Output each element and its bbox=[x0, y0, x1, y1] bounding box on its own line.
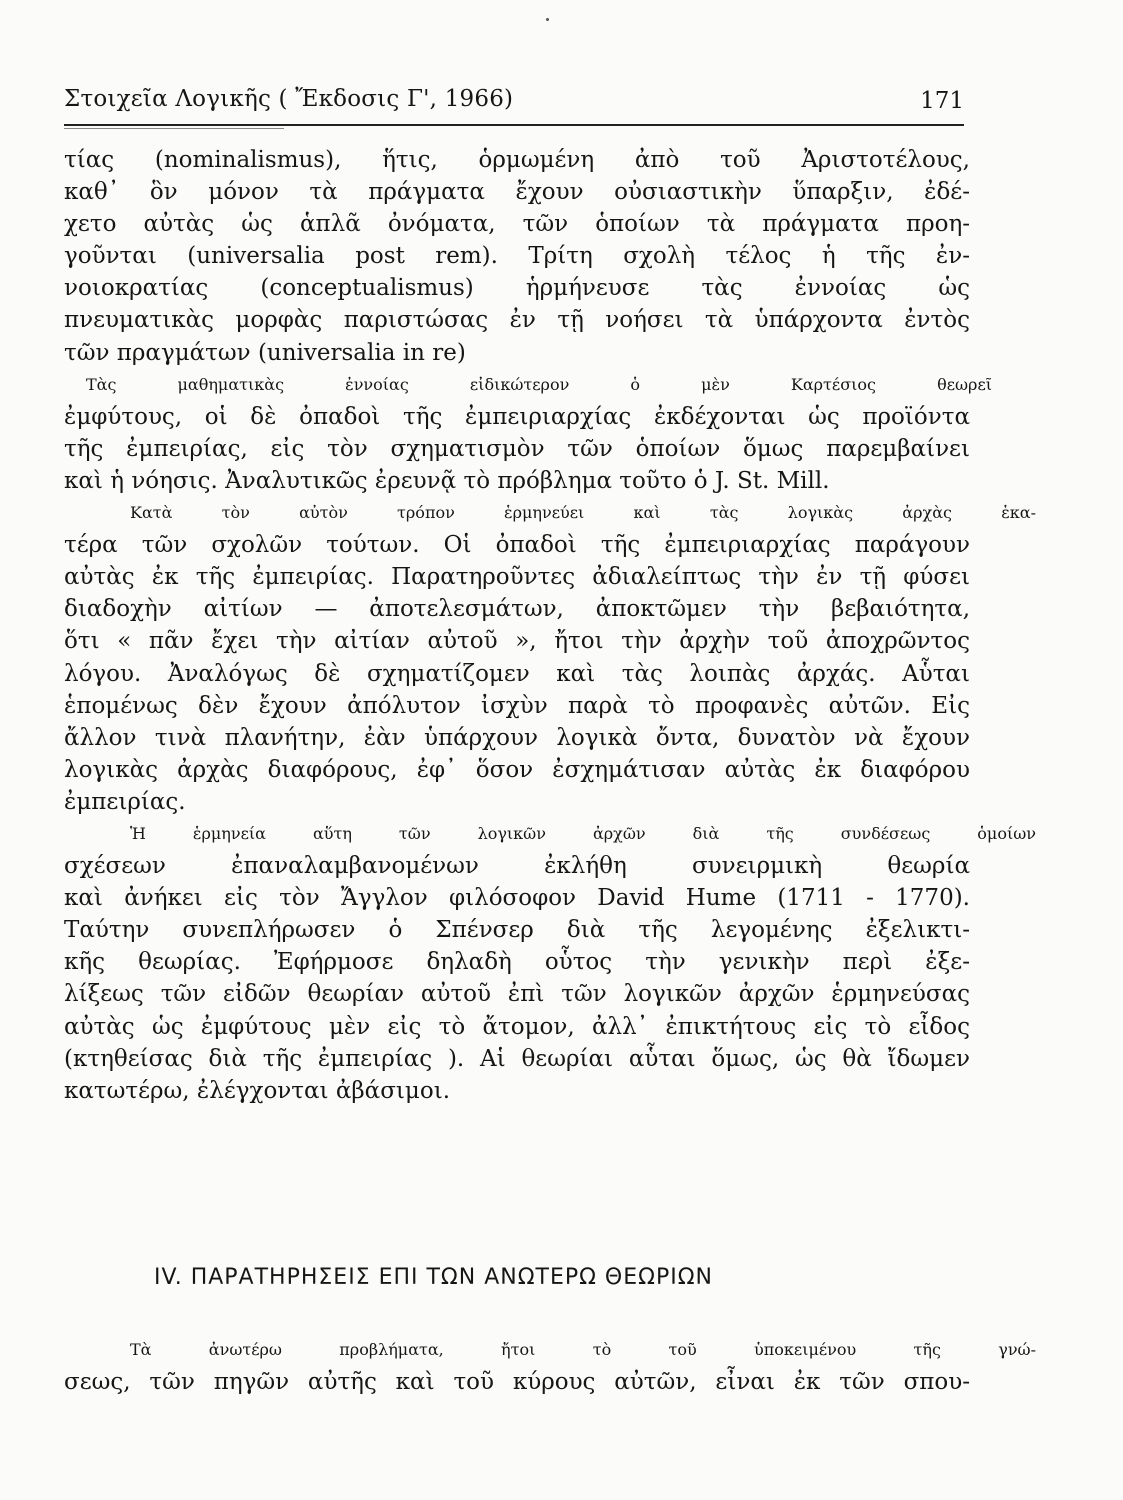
running-header-title: Στοιχεῖα Λογικῆς ( Ἔκδοσις Γ', 1966) bbox=[64, 86, 514, 112]
text-line: τῆς ἐμπειρίας, εἰς τὸν σχηματισμὸν τῶν ὁποίων ὅμως παρεμβαίνει bbox=[64, 435, 970, 462]
header-rule-faint bbox=[64, 128, 284, 129]
text-line: Ταύτην συνεπλήρωσεν ὁ Σπένσερ διὰ τῆς λεγομένης ἐξελικτι- bbox=[64, 917, 970, 944]
text-line: Τὰς μαθηματικὰς ἐννοίας εἰδικώτερον ὁ μὲν Καρτέσιος θεωρεῖ bbox=[86, 374, 992, 394]
text-line: Κατὰ τὸν αὐτὸν τρόπον ἑρμηνεύει καὶ τὰς λογικὰς ἀρχὰς ἑκα- bbox=[130, 503, 1036, 523]
text-line: λίξεως τῶν εἰδῶν θεωρίαν αὐτοῦ ἐπὶ τῶν λογικῶν ἀρχῶν ἑρμηνεύσας bbox=[64, 981, 970, 1008]
text-line: σεως, τῶν πηγῶν αὐτῆς καὶ τοῦ κύρους αὐτῶν, εἶναι ἐκ τῶν σπου- bbox=[64, 1369, 970, 1396]
paragraph bbox=[64, 144, 970, 369]
text-line: καὶ ἀνήκει εἰς τὸν Ἄγγλον φιλόσοφον David Hume (1711 - 1770). bbox=[64, 885, 970, 912]
section-heading: IV. ΠΑΡΑΤΗΡΗΣΕΙΣ ΕΠΙ ΤΩΝ ΑΝΩΤΕΡΩ ΘΕΩΡΙΩΝ bbox=[154, 1265, 713, 1290]
header-rule bbox=[64, 124, 964, 126]
text-line: ἄλλον τινὰ πλανήτην, ἐὰν ὑπάρχουν λογικὰ ὄντα, δυνατὸν νὰ ἔχουν bbox=[64, 724, 970, 751]
text-line: Τὰ ἀνωτέρω προβλήματα, ἤτοι τὸ τοῦ ὑποκειμένου τῆς γνώ- bbox=[130, 1340, 1036, 1359]
text-line: πνευματικὰς μορφὰς παριστώσας ἐν τῇ νοήσει τὰ ὑπάρχοντα ἐντὸς bbox=[64, 307, 970, 334]
text-line: διαδοχὴν αἰτίων — ἀποτελεσμάτων, ἀποκτῶμεν τὴν βεβαιότητα, bbox=[64, 596, 970, 623]
text-line: ὅτι « πᾶν ἔχει τὴν αἰτίαν αὐτοῦ », ἤτοι τὴν ἀρχὴν τοῦ ἀποχρῶντος bbox=[64, 628, 970, 655]
paragraph bbox=[64, 369, 992, 497]
body-text bbox=[64, 144, 1036, 1107]
text-line: τίας (nominalismus), ἥτις, ὁρμωμένη ἀπὸ τοῦ Ἀριστοτέλους, bbox=[64, 147, 970, 173]
text-line: αὐτὰς ὡς ἐμφύτους μὲν εἰς τὸ ἄτομον, ἀλλ᾽ ἐπικτήτους εἰς τὸ εἶδος bbox=[64, 1013, 970, 1040]
text-line: κῆς θεωρίας. Ἐφήρμοσε δηλαδὴ οὗτος τὴν γενικὴν περὶ ἐξε- bbox=[64, 949, 970, 976]
text-line: ἐμφύτους, οἱ δὲ ὀπαδοὶ τῆς ἐμπειριαρχίας ἐκδέχονται ὡς προϊόντα bbox=[64, 403, 970, 430]
paragraph bbox=[64, 497, 1036, 818]
text-line: καὶ ἡ νόησις. Ἀναλυτικῶς ἐρευνᾷ τὸ πρόβλημα τοῦτο ὁ J. St. Mill. bbox=[64, 467, 830, 494]
text-line: λογικὰς ἀρχὰς διαφόρους, ἐφ᾽ ὅσον ἐσχημάτισαν αὐτὰς ἐκ διαφόρου bbox=[64, 756, 970, 783]
page-number: 171 bbox=[920, 88, 964, 114]
text-line: τῶν πραγμάτων (universalia in re) bbox=[64, 339, 466, 366]
text-line: καθ᾽ ὃν μόνον τὰ πράγματα ἔχουν οὐσιαστικὴν ὕπαρξιν, ἐδέ- bbox=[64, 179, 970, 206]
text-line: νοιοκρατίας (conceptualismus) ἡρμήνευσε τὰς ἐννοίας ὡς bbox=[64, 275, 970, 302]
text-line: τέρα τῶν σχολῶν τούτων. Οἱ ὀπαδοὶ τῆς ἐμπειριαρχίας παράγουν bbox=[64, 532, 970, 559]
text-line: αὐτὰς ἐκ τῆς ἐμπειρίας. Παρατηροῦντες ἀδιαλείπτως τὴν ἐν τῇ φύσει bbox=[64, 564, 970, 591]
text-line: κατωτέρω, ἐλέγχονται ἀβάσιμοι. bbox=[64, 1077, 451, 1104]
running-header bbox=[64, 86, 964, 126]
text-line: σχέσεων ἐπαναλαμβανομένων ἐκλήθη συνειρμικὴ θεωρία bbox=[64, 853, 970, 880]
text-line: ἐμπειρίας. bbox=[64, 788, 186, 815]
text-line: χετο αὐτὰς ὡς ἁπλᾶ ὀνόματα, τῶν ὁποίων τὰ πράγματα προη- bbox=[64, 211, 970, 238]
text-line: λόγου. Ἀναλόγως δὲ σχηματίζομεν καὶ τὰς λοιπὰς ἀρχάς. Αὗται bbox=[64, 660, 970, 687]
text-line: ἑπομένως δὲν ἔχουν ἀπόλυτον ἰσχὺν παρὰ τὸ προφανὲς αὐτῶν. Εἰς bbox=[64, 692, 970, 719]
text-line: Ἡ ἑρμηνεία αὕτη τῶν λογικῶν ἀρχῶν διὰ τῆς συνδέσεως ὁμοίων bbox=[130, 823, 1036, 843]
text-line: γοῦνται (universalia post rem). Τρίτη σχολὴ τέλος ἡ τῆς ἐν- bbox=[64, 243, 970, 270]
text-line: (κτηθείσας διὰ τῆς ἐμπειρίας ). Αἱ θεωρίαι αὗται ὅμως, ὡς θὰ ἴδωμεν bbox=[64, 1045, 970, 1072]
closing-paragraph bbox=[64, 1334, 1036, 1398]
printer-mark bbox=[546, 18, 549, 21]
paragraph bbox=[64, 818, 1036, 1107]
